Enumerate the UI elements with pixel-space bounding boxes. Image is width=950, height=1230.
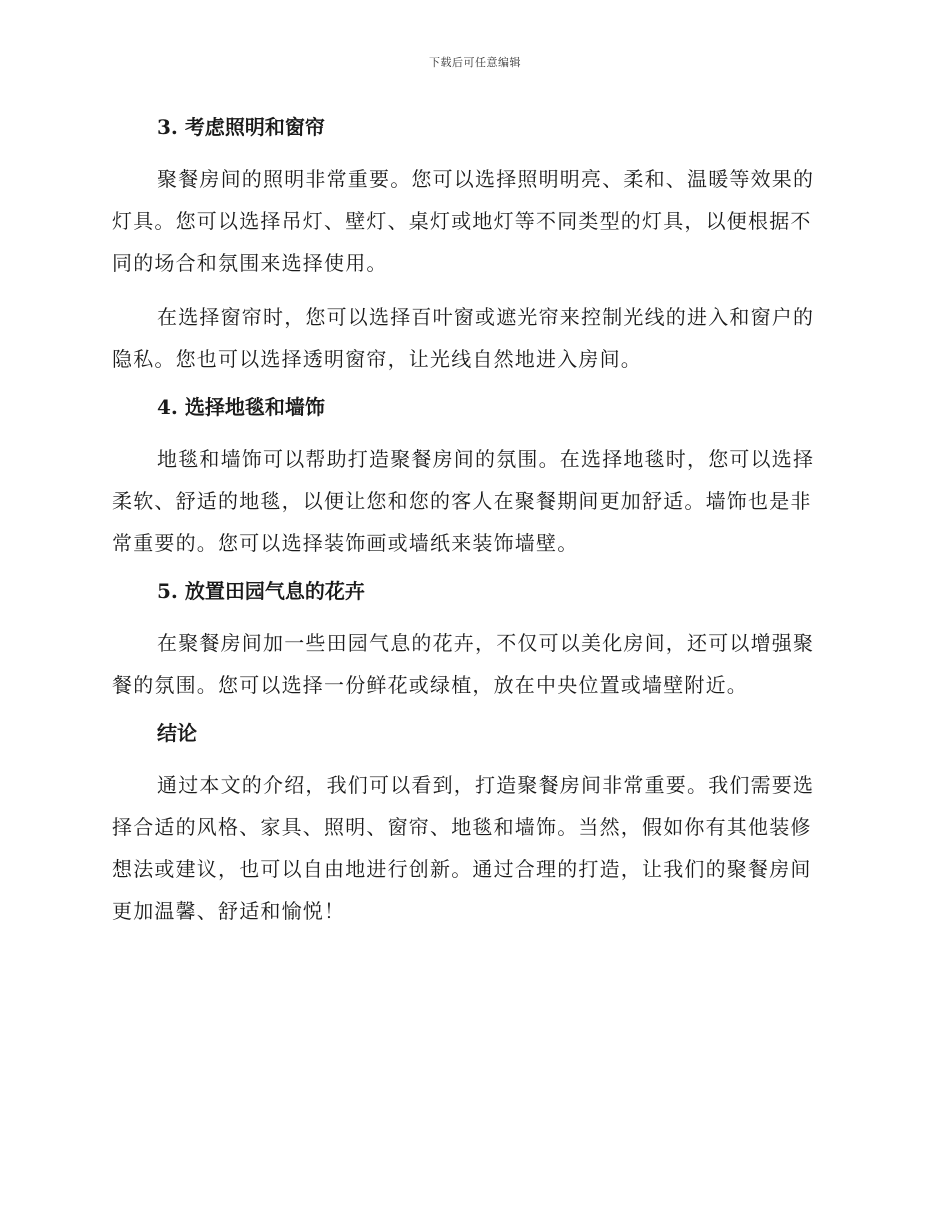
- paragraph-curtains: 在选择窗帘时，您可以选择百叶窗或遮光帘来控制光线的进入和窗户的隐私。您也可以选择透明窗帘，让光线自然地进入房间。: [112, 305, 815, 371]
- paragraph-conclusion: 通过本文的介绍，我们可以看到，打造聚餐房间非常重要。我们需要选择合适的风格、家具、照明、窗帘、地毯和墙饰。当然，假如你有其他装修想法或建议，也可以自由地进行创新。通过合理的打造，让我们的聚餐房间更加温馨、舒适和愉悦！: [112, 773, 815, 923]
- paragraph-lighting: 聚餐房间的照明非常重要。您可以选择照明明亮、柔和、温暖等效果的灯具。您可以选择吊灯、壁灯、桌灯或地灯等不同类型的灯具，以便根据不同的场合和氛围来选择使用。: [112, 167, 815, 275]
- page-header-note: 下载后可任意编辑: [429, 56, 521, 69]
- paragraph-flowers: 在聚餐房间加一些田园气息的花卉，不仅可以美化房间，还可以增强聚餐的氛围。您可以选择一份鲜花或绿植，放在中央位置或墙壁附近。: [112, 631, 815, 697]
- document-body: [112, 108, 832, 944]
- section-heading-lighting: 3. 考虑照明和窗帘: [157, 115, 325, 139]
- section-heading-conclusion: 结论: [157, 721, 197, 745]
- section-heading-rugs: 4. 选择地毯和墙饰: [157, 395, 325, 419]
- paragraph-rugs: 地毯和墙饰可以帮助打造聚餐房间的氛围。在选择地毯时，您可以选择柔软、舒适的地毯，以便让您和您的客人在聚餐期间更加舒适。墙饰也是非常重要的。您可以选择装饰画或墙纸来装饰墙壁。: [112, 447, 815, 555]
- section-heading-flowers: 5. 放置田园气息的花卉: [157, 579, 365, 603]
